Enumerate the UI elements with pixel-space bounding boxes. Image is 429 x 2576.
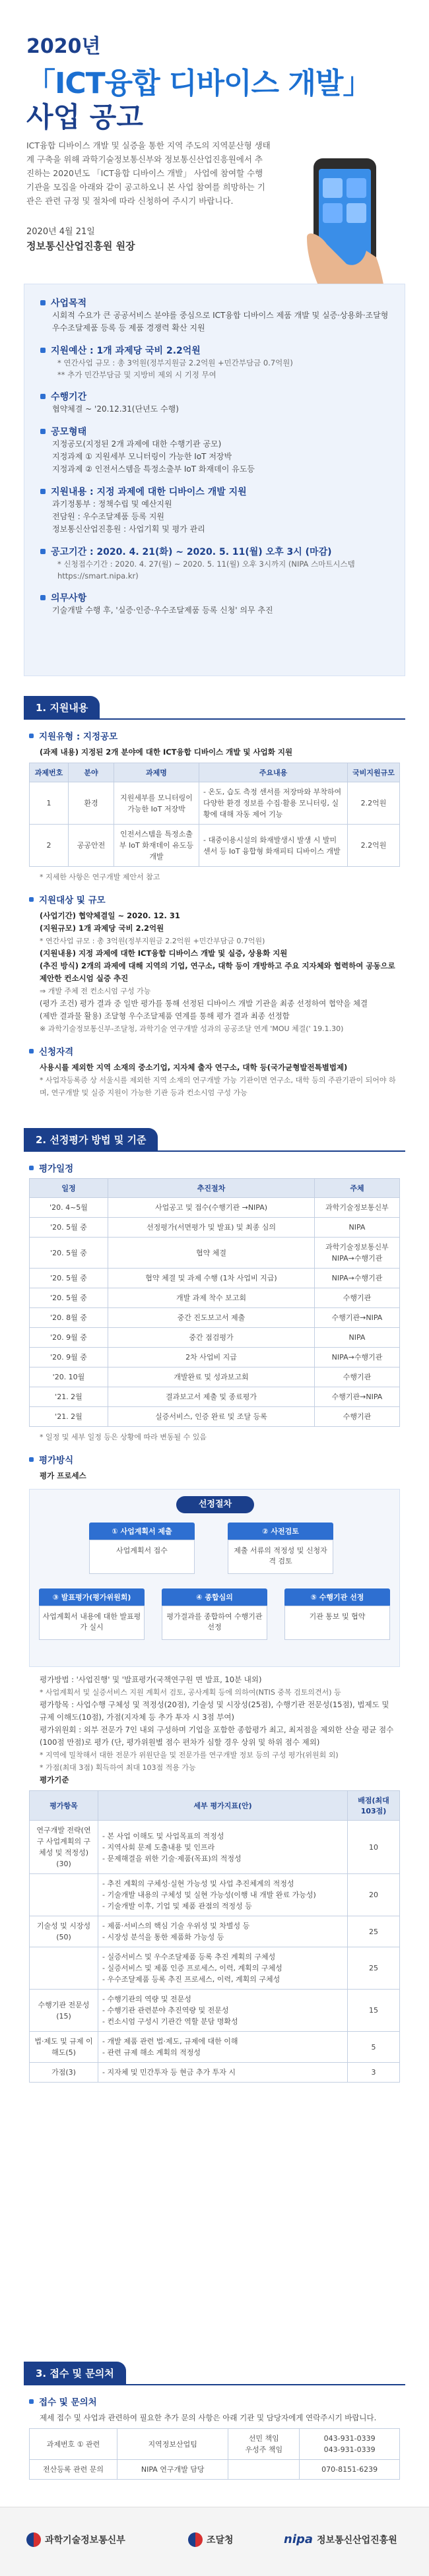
summary-sub: * 연간사업 규모 : 총 3억원(정부지원금 2.2억원 +민간부담금 0.7억원) [57,358,293,367]
table-cell: 과학기술정보통신부 [315,1198,400,1218]
table-cell: 선정평가(서면평가 및 발표) 및 최종 심의 [108,1218,315,1238]
summary-head: 수행기간 [51,392,87,402]
body-text: (제반 결과물 활용) 조달형 우수조달제품 연계를 통해 평가 결과 최종 선정함 [40,1011,290,1021]
table-cell: - 실증서비스 및 우수조달제품 등록 추진 계획의 구체성 - 실증서비스 및 제품 인증 프로세스, 이력, 계획의 구체성 - 우수조달제품 등록 추진 프로세스, 이력, 계획의 구체성 [98,1947,348,1990]
sub-heading: 지원대상 및 규모 [39,895,106,906]
section-support [0,696,429,1099]
table-row [30,1874,400,1916]
table-row [30,1348,400,1367]
table-header: 분야 [69,763,114,782]
logo-text: 과학기술정보통신부 [45,2535,125,2546]
bullet-icon [29,1457,34,1462]
table-header: 배점(최대 103점) [348,1791,400,1821]
flow-step-head: ④ 종합심의 [162,1588,267,1606]
table-row [30,1328,400,1348]
body-text: 제세 접수 및 사업과 관련하여 필요한 추가 문의 사항은 아래 기관 및 담당자에게 연락주시기 바랍니다. [40,2413,377,2422]
logo-text: 조달청 [207,2535,234,2546]
body-text: 평가방법 : '사업진행' 및 '발표평가(국책연구원 면 발표, 10분 내외) [40,1675,262,1684]
summary-item [40,344,389,381]
table-cell: 5 [348,2032,400,2063]
body-text: (과제 내용) 지정된 2개 분야에 대한 ICT융합 디바이스 개발 및 사업화 지원 [40,747,293,757]
bullet-icon [40,549,46,554]
table-cell: - 본 사업 이해도 및 사업목표의 적정성 - 지역사회 문제 도출내용 및 인프라 - 문제해결을 위한 기술·제품(목표)의 적정성 [98,1821,348,1874]
table-cell: NIPA→수행기관 [315,1269,400,1288]
flow-step-body: 제출 서류의 적정성 및 신청자격 검토 [228,1540,333,1574]
summary-item [40,485,389,536]
table-cell: 3 [348,2063,400,2083]
table-cell: - 대중이용시설의 화재발생시 발생 시 발미센서 등 IoT 융합형 화재피티 디바이스 개발 [199,825,348,867]
page-title: 「ICT융합 디바이스 개발」 [26,67,372,100]
section-title-label: 1. 지원내용 [24,696,100,719]
bullet-icon [29,2399,34,2404]
body-text: (평가 조건) 평가 결과 중 일반 평가를 통해 선정된 디바이스 개발 기관을 최종 선정하여 협약을 체결 [40,999,368,1008]
body-text: (지원규모) 1개 과제당 국비 2.2억원 [40,924,164,933]
page-subtitle: 사업 공고 [26,101,143,133]
summary-sub: ** 추가 민간부담금 및 지방비 제외 시 기정 무여 [57,370,216,379]
table-cell: 20 [348,1874,400,1916]
table-header-row [30,763,400,782]
table-cell: 협약 체결 및 과제 수행 (1차 사업비 지급) [108,1269,315,1288]
body-text: (추진 방식) 2개의 과제에 대해 지역의 기업, 연구소, 대학 등이 개방하고 주요 지자체와 협력하여 공동으로 제안한 컨소시엄 실증 추진 [40,961,395,983]
table-cell: 070-8151-6239 [300,2460,400,2480]
table-cell: '20. 8월 중 [30,1308,108,1328]
sub-heading: 평가일정 [39,1164,74,1174]
footer [0,2507,429,2576]
table-header-row [30,1179,400,1198]
table-row [30,1821,400,1874]
msit-logo [26,2532,125,2547]
section-title-label: 3. 접수 및 문의처 [24,2362,126,2385]
table-cell: 연구개발 전략(연구 사업계획의 구체성 및 적정성)(30) [30,1821,98,1874]
logo-text: 정보통신산업진흥원 [317,2534,397,2546]
table-cell: '20. 10월 [30,1367,108,1387]
table-row [30,1990,400,2032]
bullet-icon [40,489,46,494]
table-cell: 실증서비스, 인증 완료 및 조달 등록 [108,1407,315,1427]
table-header: 과제명 [114,763,199,782]
bullet-icon [29,1166,34,1170]
table-header: 추진절차 [108,1179,315,1198]
summary-head: 의무사항 [51,593,87,604]
sub-heading: 평가방식 [39,1455,74,1466]
table-row [30,1198,400,1218]
summary-line: 시회적 수요가 큰 공공서비스 분야를 중심으로 ICT융합 디바이스 제품 개발 및 실증·상용화·조달형 우수조달제품 등록 등 제품 경쟁력 확산 지원 [52,311,389,332]
body-text: * 지역에 밀착해서 대한 전문가 위원단을 및 전문가를 연구개발 정보 등의 구성 평가(위원회 외) [40,1751,339,1759]
table-cell: NIPA→수행기관 [315,1348,400,1367]
table-row [30,1238,400,1269]
summary-item [40,425,389,476]
summary-item [40,545,389,582]
sub-heading: 신청자격 [39,1047,74,1057]
table-cell: 중간 점검평가 [108,1328,315,1348]
summary-line: 전담원 : 우수조달제품 등록 지원 [52,512,164,521]
table-cell: NIPA 연구개발 담당 [117,2460,228,2480]
table-header: 일정 [30,1179,108,1198]
table-cell: 15 [348,1990,400,2032]
table-cell: 수행기관 [315,1288,400,1308]
table-cell: 기술성 및 시장성(50) [30,1916,98,1947]
table-cell: 선민 책임 우성주 책임 [228,2429,300,2460]
table-cell: 수행기관→NIPA [315,1387,400,1407]
flow-step-body: 평가결과를 종합하여 수행기관 선정 [162,1606,267,1640]
table-row [30,782,400,825]
body-text: (지원내용) 지정 과제에 대한 ICT융합 디바이스 개발 및 실증, 상용화 지원 [40,949,288,958]
taegeuk-icon [26,2532,41,2547]
table-header: 주체 [315,1179,400,1198]
section-title-label: 2. 선정평가 방법 및 기준 [24,1128,158,1151]
flow-step-5 [284,1588,390,1640]
table-cell: 과제번호 ① 관련 [30,2429,117,2460]
flow-step-head: ⑤ 수행기관 선정 [284,1588,390,1606]
bullet-icon [29,1049,34,1053]
summary-head: 공고기간 : 2020. 4. 21(화) ~ 2020. 5. 11(월) 오후 3시 (마감) [51,547,332,557]
summary-line: 과기정통부 : 정책수립 및 예산지원 [52,499,172,509]
table-cell: - 추진 계획의 구체성·실현 가능성 및 사업 추진체계의 적정성 - 기술개발 내용의 구체성 및 실현 가능성(이행 내 개발 완료 가능성) - 기술개발 이후, 기업 및 제품 관점의 적정성 등 [98,1874,348,1916]
table-cell: 수행기관 [315,1367,400,1387]
table-cell: 인전서스템을 특정소출부 IoT 화재데이 유도등 개발 [114,825,199,867]
table-cell: - 지자체 및 민간투자 등 현금 추가 투자 시 [98,2063,348,2083]
body-text: ⇒ 개발 주체 전 컨소시엄 구성 가능 [40,987,151,995]
table-row [30,2032,400,2063]
sub-heading: 지원유형 : 지정공모 [39,732,118,742]
table-row [30,1407,400,1427]
flow-step-4 [162,1588,267,1640]
body-text: * 가점(최대 3점) 획득하여 최대 103점 적용 가능 [40,1763,196,1772]
table-cell: - 온도, 습도 측정 센서를 저장마와 부착하여 다양한 환경 정보를 수집·활용 모니터링, 실황에 대해 자동 제어 기능 [199,782,348,825]
bullet-icon [29,897,34,902]
summary-head: 지원예산 : 1개 과제당 국비 2.2억원 [51,346,201,356]
table-header: 과제번호 [30,763,69,782]
body-text: 평가기준 [40,1775,69,1784]
table-row [30,1288,400,1308]
intro-text: ICT융합 디바이스 개발 및 실증을 통한 지역 주도의 지역분산형 생태계 구축을 위해 과학기술정보통신부와 정보통신산업진흥원에서 추진하는 2020년도 「ICT융합 디바이스 개발」 사업에 참여할 수행기관을 모집을 아래와 같이 공고하오니 본 사업 참여를 희망하는 기관은 관련 규정 및 절차에 따라 신청하여 주시기 바랍니다. [26,141,271,206]
flow-step-1 [89,1523,195,1574]
table-cell: '21. 2월 [30,1387,108,1407]
bullet-icon [40,595,46,600]
announce-org: 정보통신산업진흥원 원장 [26,240,135,252]
table-row [30,2429,400,2460]
table-cell: 1 [30,782,69,825]
section-title [24,1128,405,1152]
taegeuk-icon [188,2532,203,2547]
table-cell: 지원세부를 모니터링이 가능한 IoT 저장박 [114,782,199,825]
table-note: * 일정 및 세부 일정 등은 상황에 따라 변동될 수 있음 [40,1433,207,1441]
bullet-icon [40,348,46,353]
table-cell: '20. 9월 중 [30,1348,108,1367]
table-cell: 수행기관 전문성(15) [30,1990,98,2032]
body-text: 평가 프로세스 [40,1471,86,1480]
table-note: * 지세한 사항은 연구개발 제안서 참고 [40,873,160,881]
announce-date: 2020년 4월 21일 [26,227,95,237]
bullet-icon [29,734,34,738]
table-cell [30,1947,98,1990]
table-row [30,1367,400,1387]
flow-step-head: ② 사전검토 [228,1523,333,1540]
summary-item [40,390,389,416]
flow-step-head: ① 사업계획서 제출 [89,1523,195,1540]
section-evaluation [0,1128,429,2087]
section-contact [0,2362,429,2484]
section-title [24,696,405,720]
table-row [30,1947,400,1990]
table-cell: 사업공고 및 접수(수행기관 →NIPA) [108,1198,315,1218]
nipa-logo [284,2532,397,2546]
table-cell: 공공안전 [69,825,114,867]
nipa-mark-icon: nipa [284,2532,314,2546]
table-row [30,1218,400,1238]
body-text: * 연간사업 규모 : 총 3억원(정부지원금 2.2억원 +민간부담금 0.7억원) [40,937,265,945]
table-cell: - 수행기관의 역량 및 전문성 - 수행기관 관련분야 추진역량 및 전문성 - 컨소시엄 구성시 기관간 역할 분담 명확성 [98,1990,348,2032]
summary-item [40,591,389,617]
table-cell: '20. 5월 중 [30,1218,108,1238]
table-cell: 법·제도 및 규제 이해도(5) [30,2032,98,2063]
summary-item [40,296,389,334]
body-text: 평가위원회 : 외부 전문가 7인 내외 구성하며 기업을 포함한 종합평가 최고, 최저점을 제외한 산술 평균 점수(100점 만점)로 평가 (단, 평가위원별 점수 편차가 심할 경우 상위 및 하위 점수 제외) [40,1725,394,1747]
selection-flow [29,1489,400,1667]
body-text: 사용시를 제외한 지역 소재의 중소기업, 지자체 출자 연구소, 대학 등(국가균형발전특별법제) [40,1063,348,1072]
flow-step-body: 기관 통보 및 협약 [284,1606,390,1640]
summary-sub: * 신청접수기간 : 2020. 4. 27(월) ~ 2020. 5. 11(월) 오후 3시까지 (NIPA 스마트시스템 https://smart.nipa.kr) [57,559,355,581]
table-cell: '20. 5월 중 [30,1238,108,1269]
flow-title: 선정절차 [176,1496,254,1513]
table-cell: '20. 4~5월 [30,1198,108,1218]
table-header: 국비지원규모 [348,763,400,782]
table-cell: 2.2억원 [348,782,400,825]
summary-head: 지원내용 : 지정 과제에 대한 디바이스 개발 지원 [51,487,247,497]
summary-line: 정보통신산업진흥원 : 사업기획 및 평가 관리 [52,524,205,534]
table-cell: 중간 진도보고서 제출 [108,1308,315,1328]
table-cell [228,2460,300,2480]
summary-box [24,284,405,676]
table-header-row [30,1791,400,1821]
table-row [30,2063,400,2083]
body-text: 평가항목 : 사업수행 구체성 및 적정성(20점), 기술성 및 시장성(25점), 수행기관 전문성(15점), 법제도 및 규제 이해도(10점), 가점(지자체 등 추가 투자 시 3점 부여) [40,1700,389,1722]
table-cell: 지역정보산업팀 [117,2429,228,2460]
summary-line: 지정과제 ① 지원세부 모니터링이 가능한 IoT 저장박 [52,452,232,461]
table-cell: 10 [348,1821,400,1874]
flow-step-2 [228,1523,333,1574]
table-cell: 25 [348,1916,400,1947]
table-cell: 협약 체결 [108,1238,315,1269]
table-header: 주요내용 [199,763,348,782]
sub-heading: 접수 및 문의처 [39,2397,97,2408]
table-cell [30,1874,98,1916]
table-cell: 043-931-0339 043-931-0339 [300,2429,400,2460]
table-row [30,1269,400,1288]
body-text: * 사업자등록증 상 서울시를 제외한 지역 소재의 연구개발 가능 기관이면 연구소, 대학 등의 주관기관이 되어야 하며, 연구개발 및 실증 지원이 가능한 기관 등과 컨소시엄 구성 가능 [40,1076,396,1097]
bullet-icon [40,300,46,305]
table-cell: 전산등록 관련 문의 [30,2460,117,2480]
table-cell: '20. 9월 중 [30,1328,108,1348]
table-cell: 환경 [69,782,114,825]
table-cell: 개발 과제 착수 보고회 [108,1288,315,1308]
task-table [29,763,400,867]
body-text: (사업기간) 협약체결일 ~ 2020. 12. 31 [40,911,180,920]
table-cell: - 개발 제품 관련 법·제도, 규제에 대한 이해 - 관련 규제 해소 계획의 적정성 [98,2032,348,2063]
table-cell: NIPA [315,1328,400,1348]
table-cell: 2차 사업비 지급 [108,1348,315,1367]
year-label: 2020년 [26,35,101,58]
summary-line: 지정공모(지정된 2개 과제에 대한 수행기관 공모) [52,439,222,449]
flow-step-3 [39,1588,145,1640]
table-header: 세부 평가지표(안) [98,1791,348,1821]
table-row [30,1387,400,1407]
table-cell: - 제품·서비스의 핵심 기술 우위성 및 차별성 등 - 시장성 분석을 통한 제품화 가능성 등 [98,1916,348,1947]
table-cell: '21. 2월 [30,1407,108,1427]
summary-line: 기술개발 수행 후, '실증·인증·우수조달제품 등록 신청' 의무 추진 [52,606,273,615]
table-cell: '20. 5월 중 [30,1269,108,1288]
table-row [30,825,400,867]
bullet-icon [40,394,46,399]
table-cell: NIPA [315,1218,400,1238]
summary-line: 협약체결 ~ '20.12.31(단년도 수행) [52,404,179,414]
criteria-table [29,1790,400,2083]
table-row [30,2460,400,2480]
contact-table [29,2428,400,2480]
table-row [30,1916,400,1947]
summary-head: 사업목적 [51,298,87,309]
table-cell: 25 [348,1947,400,1990]
schedule-table [29,1178,400,1427]
bullet-icon [40,429,46,434]
summary-head: 공모형태 [51,427,87,437]
table-cell: 수행기관 [315,1407,400,1427]
body-text: ※ 과학기술정보통신부-조달청, 과학기술 연구개발 성과의 공공조달 연계 'MOU 체결(' 19.1.30) [40,1024,344,1033]
summary-line: 지정과제 ② 인전서스템을 특정소출부 IoT 화재데이 유도등 [52,464,255,474]
table-cell: '20. 5월 중 [30,1288,108,1308]
table-cell: 개발완료 및 성과보고회 [108,1367,315,1387]
flow-step-body: 사업계획서 접수 [89,1540,195,1574]
table-cell: 2 [30,825,69,867]
table-cell: 가점(3) [30,2063,98,2083]
body-text: * 사업계획서 및 실증서비스 지원 계획서 검토, 공사계획 등에 의하여(NTIS 중복 검토의견서) 등 [40,1688,341,1697]
table-cell: 과학기술정보통신부 NIPA→수행기관 [315,1238,400,1269]
pps-logo [188,2532,234,2547]
table-cell: 수행기관→NIPA [315,1308,400,1328]
table-cell: 결과보고서 제출 및 종료평가 [108,1387,315,1407]
table-cell: 2.2억원 [348,825,400,867]
section-title [24,2362,405,2385]
table-row [30,1308,400,1328]
flow-step-body: 사업계획서 내용에 대한 발표평가 실시 [39,1606,145,1640]
flow-step-head: ③ 발표평가(평가위원회) [39,1588,145,1606]
table-header: 평가항목 [30,1791,98,1821]
